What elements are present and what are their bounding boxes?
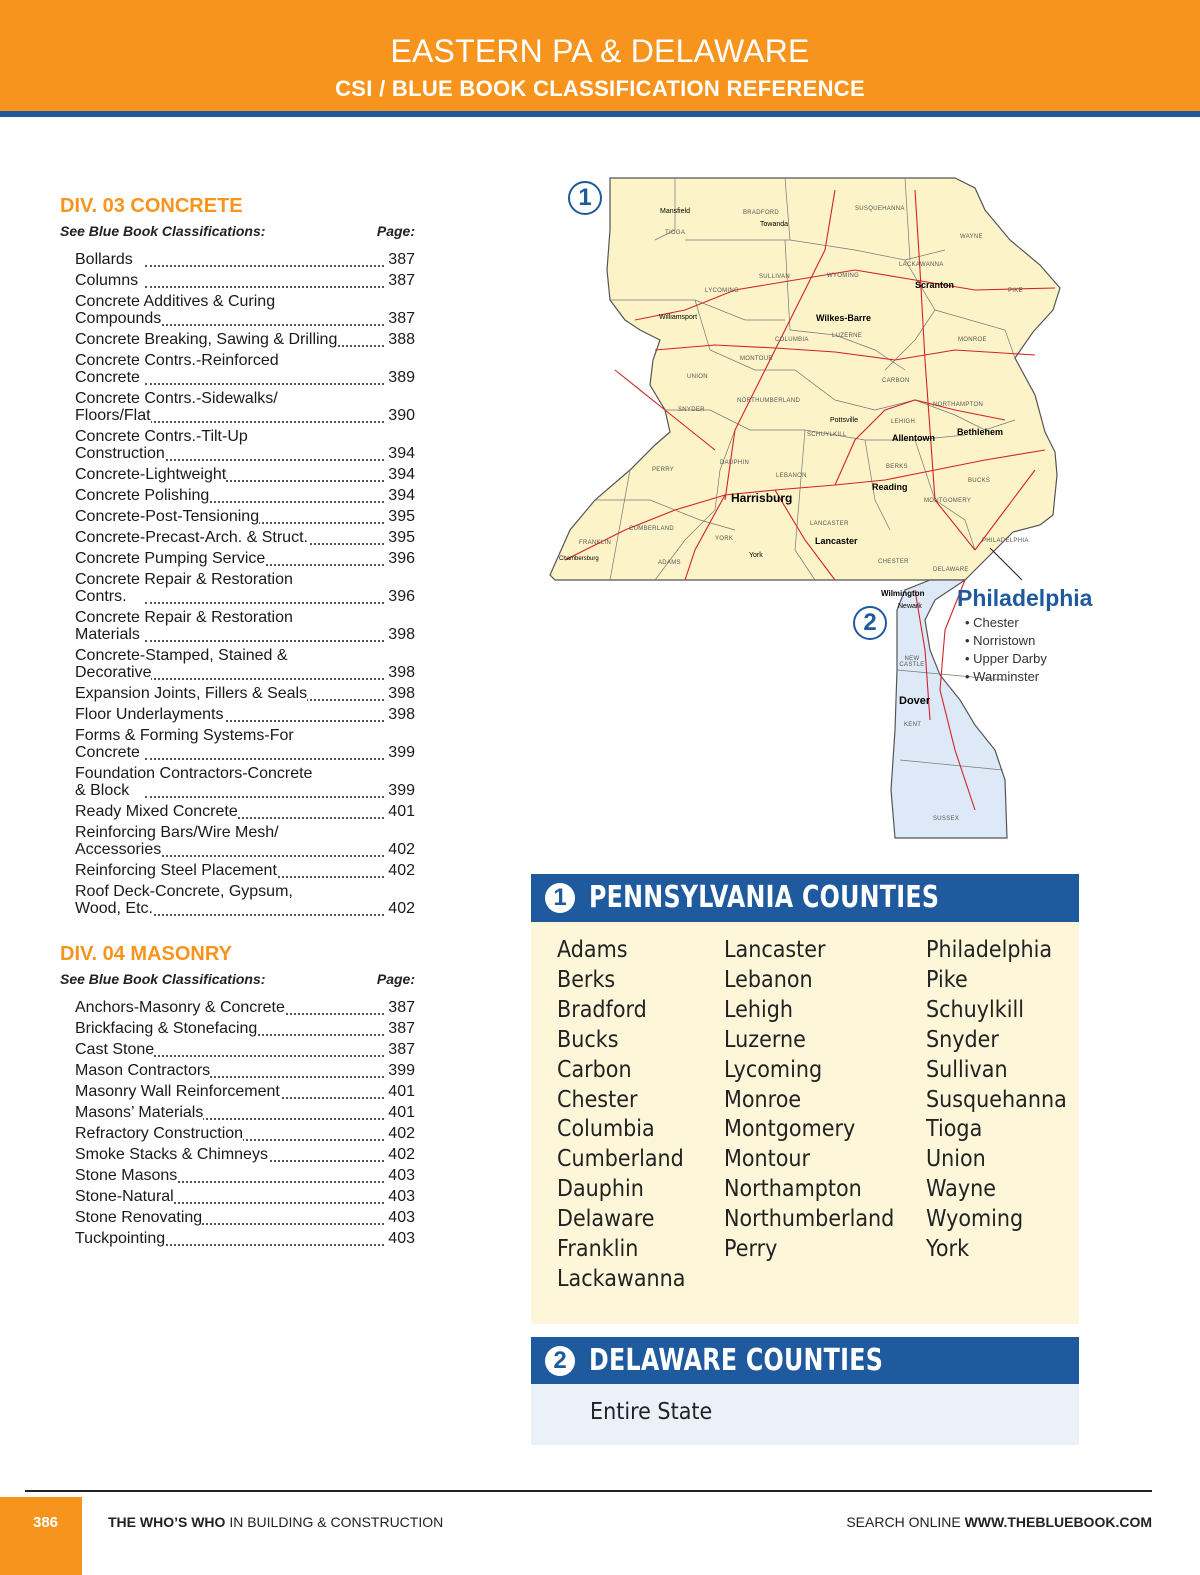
classification-label: Concrete Breaking, Sawing & Drilling xyxy=(75,331,338,348)
classification-item xyxy=(75,272,420,293)
county-label: CARBON xyxy=(882,378,910,384)
county-item: Adams xyxy=(557,937,628,963)
city-label: Wilmington xyxy=(881,589,925,598)
county-item: Montgomery xyxy=(724,1116,856,1143)
county-item: Cumberland xyxy=(557,1146,684,1173)
concrete-subhead xyxy=(60,223,420,247)
page-number: 403 xyxy=(388,1209,415,1226)
map-region-2-badge: 2 xyxy=(853,606,887,640)
concrete-list xyxy=(60,251,420,921)
classification-label: Tuckpointing xyxy=(75,1230,166,1247)
classification-label: Concrete-Post-Tensioning xyxy=(75,508,260,525)
county-item: Bradford xyxy=(557,996,647,1023)
city-label: York xyxy=(749,552,763,559)
page-number-block xyxy=(0,1497,82,1575)
concrete-heading: DIV. 03 CONCRETE xyxy=(60,195,243,217)
county-item: Berks xyxy=(557,966,616,993)
page-number: 387 xyxy=(388,272,415,289)
county-label: SCHUYLKILL xyxy=(807,432,847,438)
page-header xyxy=(0,0,1200,111)
city-label: Pottsville xyxy=(830,417,859,424)
county-label: BUCKS xyxy=(968,478,991,484)
page-number: 401 xyxy=(388,803,415,820)
panel-number-badge: 2 xyxy=(545,1346,575,1376)
county-item: Lackawanna xyxy=(557,1265,686,1292)
classification-label: Forms & Forming Systems-For Concrete xyxy=(75,727,294,761)
city-label: Dover xyxy=(899,695,931,707)
page-number: 402 xyxy=(388,1146,415,1163)
classification-item xyxy=(75,1188,420,1209)
page-number: 396 xyxy=(388,550,415,567)
county-label: SNYDER xyxy=(678,407,705,413)
header-rule xyxy=(0,111,1200,117)
classification-item xyxy=(75,765,420,803)
classification-item xyxy=(75,727,420,765)
dot-leader xyxy=(145,320,384,326)
classification-label: Stone Renovating xyxy=(75,1209,203,1226)
classification-item xyxy=(75,1230,420,1251)
county-item: Luzerne xyxy=(724,1026,806,1053)
page-column-label: Page: xyxy=(376,223,415,239)
county-item: Dauphin xyxy=(557,1176,644,1203)
page-subtitle: CSI / BLUE BOOK CLASSIFICATION REFERENCE xyxy=(335,76,865,101)
classification-label: Ready Mixed Concrete xyxy=(75,803,238,820)
county-label: NORTHUMBERLAND xyxy=(737,398,801,404)
suburb-item: • Chester xyxy=(965,615,1019,630)
footer-website xyxy=(846,1514,1152,1530)
county-label: MONTGOMERY xyxy=(924,498,972,504)
page-number: 403 xyxy=(388,1230,415,1247)
county-item: Delaware xyxy=(557,1206,655,1233)
county-label: MONROE xyxy=(958,337,987,343)
city-label: Reading xyxy=(872,482,908,492)
city-label: Bethlehem xyxy=(957,427,1004,437)
classification-label: Concrete Contrs.-Sidewalks/ Floors/Flat xyxy=(75,390,278,424)
county-item: Philadelphia xyxy=(926,937,1053,963)
dot-leader xyxy=(145,379,384,385)
masonry-heading: DIV. 04 MASONRY xyxy=(60,943,232,965)
page-number: 398 xyxy=(388,706,415,723)
city-label: Allentown xyxy=(892,433,935,443)
page-number: 387 xyxy=(388,310,415,327)
county-item: Pike xyxy=(926,966,968,993)
page-number: 394 xyxy=(388,466,415,483)
page-number: 395 xyxy=(388,508,415,525)
classification-label: Concrete Contrs.-Reinforced Concrete xyxy=(75,352,279,386)
page-title: EASTERN PA & DELAWARE xyxy=(390,33,810,69)
county-label: DELAWARE xyxy=(933,567,969,573)
county-label: TIOGA xyxy=(665,230,686,236)
classification-item xyxy=(75,824,420,862)
classification-label: Concrete-Lightweight xyxy=(75,466,227,483)
page-number: 403 xyxy=(388,1188,415,1205)
classification-label: Stone Masons xyxy=(75,1167,178,1184)
classification-label: Roof Deck-Concrete, Gypsum, Wood, Etc. xyxy=(75,883,293,917)
classification-item xyxy=(75,803,420,824)
dot-leader xyxy=(145,455,384,461)
subhead-label: See Blue Book Classifications: xyxy=(60,223,266,239)
county-item: Schuylkill xyxy=(926,996,1025,1023)
county-item: Lebanon xyxy=(724,966,813,993)
dot-leader xyxy=(145,1051,384,1057)
county-label: KENT xyxy=(904,722,922,728)
classification-label: Concrete Repair & Restoration Materials xyxy=(75,609,293,643)
classification-item xyxy=(75,251,420,272)
county-label: NORTHAMPTON xyxy=(933,402,984,408)
page-number: 389 xyxy=(388,369,415,386)
footer-rule xyxy=(25,1490,1152,1492)
county-item: Susquehanna xyxy=(926,1086,1067,1113)
city-label: Towanda xyxy=(760,221,789,228)
map-region-1-badge: 1 xyxy=(568,181,602,215)
classification-label: Reinforcing Steel Placement xyxy=(75,862,277,879)
classification-label: Mason Contractors xyxy=(75,1062,211,1079)
county-label: MONTOUR xyxy=(740,356,773,362)
classification-item xyxy=(75,1146,420,1167)
pennsylvania-counties-panel xyxy=(531,874,1079,1324)
classification-label: Concrete Contrs.-Tilt-Up Construction xyxy=(75,428,248,462)
page-number: 402 xyxy=(388,862,415,879)
dot-leader xyxy=(145,851,384,857)
county-item: Montour xyxy=(724,1146,811,1173)
classification-item xyxy=(75,1209,420,1230)
county-item: Tioga xyxy=(926,1116,983,1143)
county-label: PHILADELPHIA xyxy=(982,538,1029,544)
page-number: 395 xyxy=(388,529,415,546)
footer-tagline: IN BUILDING & CONSTRUCTION xyxy=(225,1514,444,1530)
dot-leader xyxy=(145,674,384,680)
region-map xyxy=(535,170,1095,850)
county-column xyxy=(557,936,700,1295)
county-label: NEW CASTLE xyxy=(899,656,925,668)
city-label: Chambersburg xyxy=(559,556,599,562)
page-number: 398 xyxy=(388,664,415,681)
classification-column xyxy=(60,195,420,1251)
dot-leader xyxy=(145,1177,384,1183)
county-item: Wyoming xyxy=(926,1206,1024,1233)
subhead-label: See Blue Book Classifications: xyxy=(60,971,266,987)
masonry-subhead xyxy=(60,971,420,995)
dot-leader xyxy=(145,910,384,916)
page-number: 399 xyxy=(388,782,415,799)
page-number: 399 xyxy=(388,1062,415,1079)
panel-number-badge: 1 xyxy=(545,883,575,913)
page-number: 401 xyxy=(388,1083,415,1100)
website-link[interactable]: WWW.THEBLUEBOOK.COM xyxy=(964,1514,1152,1530)
page-number: 402 xyxy=(388,900,415,917)
footer-brand: THE WHO’S WHO xyxy=(108,1514,226,1530)
county-label: WAYNE xyxy=(960,234,983,240)
classification-label: Masons’ Materials xyxy=(75,1104,204,1121)
classification-label: Floor Underlayments xyxy=(75,706,224,723)
page-number: 387 xyxy=(388,251,415,268)
classification-item xyxy=(75,1041,420,1062)
classification-item xyxy=(75,428,420,466)
classification-item xyxy=(75,571,420,609)
suburb-item: • Warminster xyxy=(965,669,1040,684)
classification-label: Reinforcing Bars/Wire Mesh/ Accessories xyxy=(75,824,279,858)
county-item: Franklin xyxy=(557,1236,639,1263)
panel-header xyxy=(531,874,1079,922)
county-label: LYCOMING xyxy=(705,288,739,294)
dot-leader xyxy=(145,417,384,423)
page-column-label: Page: xyxy=(376,971,415,987)
county-column xyxy=(724,936,913,1265)
county-label: YORK xyxy=(715,536,734,542)
classification-item xyxy=(75,466,420,487)
city-label: Mansfield xyxy=(660,208,690,215)
city-label: Scranton xyxy=(915,280,955,290)
county-label: PIKE xyxy=(1008,288,1023,294)
county-item: Monroe xyxy=(724,1086,802,1113)
county-label: LANCASTER xyxy=(810,521,849,527)
county-label: UNION xyxy=(687,374,708,380)
county-item: Northampton xyxy=(724,1176,862,1203)
classification-label: Concrete-Stamped, Stained & Decorative xyxy=(75,647,288,681)
page-number: 394 xyxy=(388,445,415,462)
dot-leader xyxy=(145,261,384,267)
city-label: Wilkes-Barre xyxy=(816,313,871,323)
classification-label: Masonry Wall Reinforcement xyxy=(75,1083,280,1100)
classification-label: Concrete-Precast-Arch. & Struct. xyxy=(75,529,308,546)
classification-item xyxy=(75,862,420,883)
county-item: Lancaster xyxy=(724,937,826,963)
county-item: Snyder xyxy=(926,1026,999,1053)
footer-search-label: SEARCH ONLINE xyxy=(846,1514,965,1530)
page-number: 402 xyxy=(388,841,415,858)
page-number: 387 xyxy=(388,1041,415,1058)
classification-label: Bollards xyxy=(75,251,133,268)
city-label: Lancaster xyxy=(815,536,858,546)
classification-item xyxy=(75,1104,420,1125)
page-number: 399 xyxy=(388,744,415,761)
classification-item xyxy=(75,1167,420,1188)
classification-label: Stone-Natural xyxy=(75,1188,174,1205)
classification-item xyxy=(75,883,420,921)
classification-item xyxy=(75,706,420,727)
classification-item xyxy=(75,331,420,352)
county-item: Chester xyxy=(557,1086,638,1113)
masonry-list xyxy=(60,999,420,1251)
page-number: 386 xyxy=(33,1514,59,1531)
dot-leader xyxy=(145,1198,384,1204)
county-label: WYOMING xyxy=(827,273,860,279)
county-label: LACKAWANNA xyxy=(899,262,944,268)
classification-label: Expansion Joints, Fillers & Seals xyxy=(75,685,308,702)
page-number: 387 xyxy=(388,1020,415,1037)
county-label: SULLIVAN xyxy=(759,274,790,280)
dot-leader xyxy=(145,636,384,642)
classification-label: Smoke Stacks & Chimneys xyxy=(75,1146,268,1163)
classification-item xyxy=(75,508,420,529)
classification-item xyxy=(75,1062,420,1083)
county-label: LEHIGH xyxy=(891,419,916,425)
dot-leader xyxy=(145,792,384,798)
page-number: 394 xyxy=(388,487,415,504)
county-label: COLUMBIA xyxy=(775,337,809,343)
classification-label: Foundation Contractors-Concrete & Block xyxy=(75,765,313,799)
classification-label: Cast Stone xyxy=(75,1041,155,1058)
classification-item xyxy=(75,352,420,390)
classification-item xyxy=(75,999,420,1020)
county-item: York xyxy=(926,1236,970,1263)
county-item: Bucks xyxy=(557,1026,619,1053)
delaware-coverage: Entire State xyxy=(590,1399,713,1425)
classification-label: Concrete Repair & Restoration Contrs. xyxy=(75,571,293,605)
classification-item xyxy=(75,550,420,571)
county-item: Columbia xyxy=(557,1116,655,1143)
county-label: FRANKLIN xyxy=(579,540,612,546)
classification-label: Concrete Pumping Service xyxy=(75,550,266,567)
classification-item xyxy=(75,1020,420,1041)
county-label: LEBANON xyxy=(776,473,807,479)
panel-title: PENNSYLVANIA COUNTIES xyxy=(589,880,940,915)
classification-item xyxy=(75,647,420,685)
county-label: ADAMS xyxy=(658,560,681,566)
county-label: SUSSEX xyxy=(933,816,960,822)
page-number: 402 xyxy=(388,1125,415,1142)
classification-label: Anchors-Masonry & Concrete xyxy=(75,999,285,1016)
classification-item xyxy=(75,390,420,428)
county-item: Wayne xyxy=(926,1176,996,1203)
page-number: 398 xyxy=(388,626,415,643)
classification-item xyxy=(75,529,420,550)
county-label: LUZERNE xyxy=(832,333,863,339)
county-column xyxy=(926,936,1082,1265)
county-item: Union xyxy=(926,1146,986,1173)
classification-label: Refractory Construction xyxy=(75,1125,244,1142)
classification-item xyxy=(75,293,420,331)
county-item: Carbon xyxy=(557,1056,632,1083)
footer-publication xyxy=(108,1514,443,1530)
page-number: 390 xyxy=(388,407,415,424)
county-label: SUSQUEHANNA xyxy=(855,206,905,212)
page-number: 396 xyxy=(388,588,415,605)
classification-item xyxy=(75,609,420,647)
county-item: Northumberland xyxy=(724,1206,895,1233)
classification-label: Brickfacing & Stonefacing xyxy=(75,1020,258,1037)
county-label: DAUPHIN xyxy=(720,460,750,466)
classification-item xyxy=(75,1083,420,1104)
suburb-item: • Norristown xyxy=(965,633,1036,648)
classification-item xyxy=(75,685,420,706)
delaware-counties-panel xyxy=(531,1337,1079,1445)
county-label: CUMBERLAND xyxy=(629,526,675,532)
classification-label: Columns xyxy=(75,272,139,289)
dot-leader xyxy=(145,598,384,604)
philadelphia-title: Philadelphia xyxy=(957,585,1093,611)
county-label: PERRY xyxy=(652,467,675,473)
classification-label: Concrete Polishing xyxy=(75,487,210,504)
page-number: 403 xyxy=(388,1167,415,1184)
city-label: Williamsport xyxy=(659,314,698,321)
suburb-item: • Upper Darby xyxy=(965,651,1047,666)
classification-label: Concrete Additives & Curing Compounds xyxy=(75,293,276,327)
city-label: Newark xyxy=(898,603,922,610)
page-number: 398 xyxy=(388,685,415,702)
dot-leader xyxy=(145,282,384,288)
philadelphia-suburbs xyxy=(965,614,1047,686)
dot-leader xyxy=(145,754,384,760)
panel-title: DELAWARE COUNTIES xyxy=(589,1343,884,1378)
page-number: 388 xyxy=(388,331,415,348)
page-number: 401 xyxy=(388,1104,415,1121)
county-item: Lehigh xyxy=(724,996,794,1023)
map-svg xyxy=(535,170,1095,850)
city-label: Harrisburg xyxy=(731,491,793,505)
dot-leader xyxy=(145,1240,384,1246)
classification-item xyxy=(75,487,420,508)
county-label: BERKS xyxy=(886,464,908,470)
county-label: CHESTER xyxy=(878,559,909,565)
county-item: Perry xyxy=(724,1236,778,1263)
panel-header xyxy=(531,1337,1079,1384)
county-label: BRADFORD xyxy=(743,210,780,216)
classification-item xyxy=(75,1125,420,1146)
page-number: 387 xyxy=(388,999,415,1016)
county-item: Sullivan xyxy=(926,1056,1008,1083)
county-item: Lycoming xyxy=(724,1056,823,1083)
